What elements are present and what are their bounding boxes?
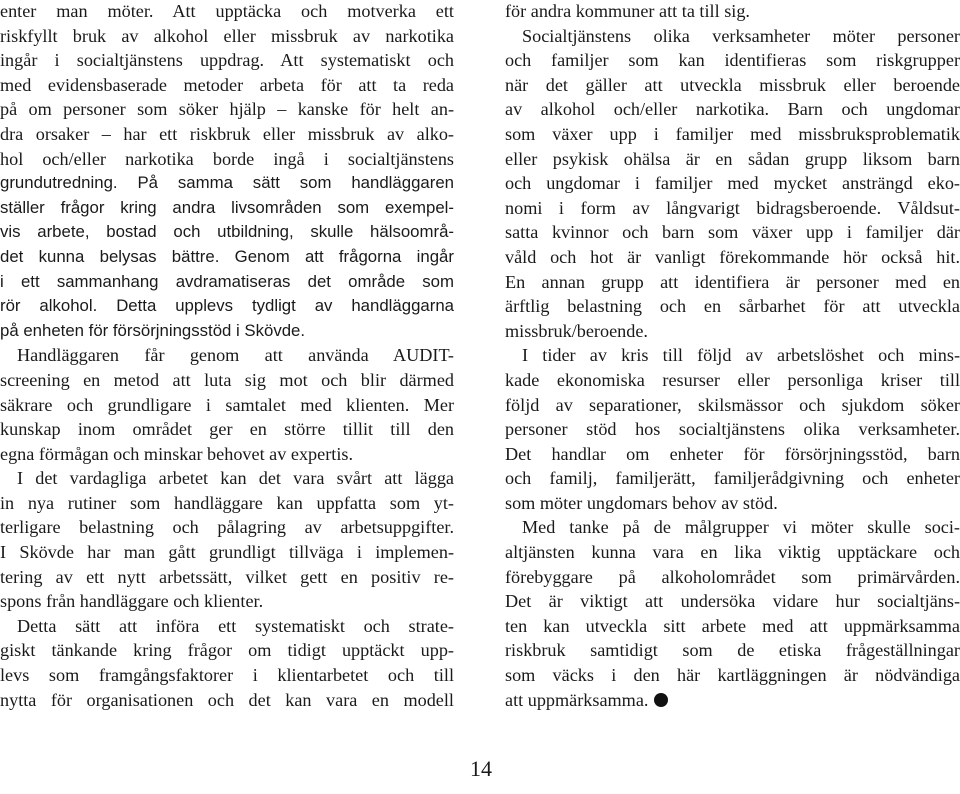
text-line: Detta sätt att införa ett systematiskt och strate- <box>17 615 454 636</box>
text-line: riskfyllt bruk av alkohol eller missbruk av narkotika <box>0 25 454 46</box>
text-segment: att uppmärksamma. <box>505 689 649 710</box>
text-line: levs som framgångsfaktorer i klientarbetet och till <box>0 665 454 686</box>
text-line: förebyggare på alkoholområdet som primärvården. <box>505 566 960 587</box>
text-line <box>0 245 454 270</box>
text-line: missbruk/beroende. <box>505 320 648 341</box>
text-line: och familjer som kan identifieras som riskgrupper <box>505 50 960 71</box>
text-line: screening en metod att luta sig mot och blir därmed <box>0 369 454 390</box>
text-line: satta kvinnor och barn som växer upp i familjer där <box>505 222 960 243</box>
text-line: säkrare och grundligare i samtalet med klienten. Mer <box>0 394 454 415</box>
left-column <box>0 0 454 712</box>
text-line: när det gäller att utveckla missbruk eller beroende <box>505 74 960 95</box>
text-line: Det är viktigt att undersöka vidare hur socialtjäns- <box>505 591 960 612</box>
text-line: hol och/eller narkotika borde ingå i socialtjänstens <box>0 148 454 169</box>
text-segment: grundutredning. <box>0 173 118 193</box>
text-line: Med tanke på de målgrupper vi möter skulle soci- <box>522 517 960 538</box>
text-line: på enheten för försörjningsstöd i Skövde. <box>0 320 306 340</box>
text-line: dra orsaker – har ett riskbruk eller missbruk av alko- <box>0 123 454 144</box>
text-line: följd av separationer, skilsmässor och sjukdom söker <box>505 394 960 415</box>
text-line: ten kan utveckla sitt arbete med att uppmärksamma <box>505 615 960 636</box>
text-line: kunskap inom området ger en större tillit till den <box>0 419 454 440</box>
text-line: egna förmågan och minskar behovet av expertis. <box>0 443 354 464</box>
text-line: i ett sammanhang avdramatiseras det område som <box>0 271 454 291</box>
text-line: altjänsten kunna vara en lika viktig upptäckare och <box>505 542 960 563</box>
text-line: som växer upp i familjer med missbruksproblematik <box>505 123 960 144</box>
text-line <box>0 294 454 319</box>
text-line: giskt tänkande kring frågor om tidigt upptäckt upp- <box>0 640 454 661</box>
text-line: kade ekonomiska resurser eller personliga kriser till <box>505 369 960 390</box>
text-segment: det kunna belysas bättre. <box>0 246 220 266</box>
text-line: nomi i form av långvarigt bidragsberoende. Våldsut- <box>505 197 960 218</box>
text-segment: rör alkohol. <box>0 296 98 316</box>
text-line: för andra kommuner att ta till sig. <box>505 1 750 21</box>
text-line: personer stöd hos socialtjänstens olika verksamheter. <box>505 419 960 440</box>
text-line: Det handlar om enheter för försörjningsstöd, barn <box>505 443 960 464</box>
text-line: Socialtjänstens olika verksamheter möter personer <box>522 25 960 46</box>
text-line: med evidensbaserade metoder arbeta för att ta reda <box>0 74 454 95</box>
text-line: Handläggaren får genom att använda AUDIT- <box>17 345 454 366</box>
text-line: och ungdomar i familjer med mycket ansträngd eko- <box>505 173 960 194</box>
text-line <box>505 688 960 713</box>
text-line: nytta för organisationen och det kan vara en modell <box>0 689 454 710</box>
text-line: våld och hot är vanligt förekommande hör också hit. <box>505 246 960 267</box>
text-line <box>0 171 454 196</box>
text-line: I tider av kris till följd av arbetslöshet och mins- <box>522 345 960 366</box>
text-line: spons från handläggare och klienter. <box>0 591 264 612</box>
text-line: in nya rutiner som handläggare kan uppfatta som yt- <box>0 492 454 513</box>
text-line: I det vardagliga arbetet kan det vara svårt att lägga <box>17 468 454 489</box>
text-line: enter man möter. Att upptäcka och motverka ett <box>0 1 454 21</box>
text-line: terligare belastning och pålagring av arbetsuppgifter. <box>0 517 454 538</box>
text-line: riskbruk samtidigt som de etiska frågeställningar <box>505 640 960 661</box>
text-line: eller psykisk ohälsa är en sådan grupp liksom barn <box>505 148 960 169</box>
text-line: på om personer som söker hjälp – kanske för helt an- <box>0 99 454 120</box>
page-number: 14 <box>470 756 492 781</box>
text-segment: På samma sätt som handläggaren <box>137 173 454 193</box>
text-line: vis arbete, bostad och utbildning, skulle hälsoområ- <box>0 222 454 242</box>
text-line: ingår i socialtjänstens uppdrag. Att systematiskt och <box>0 50 454 71</box>
text-segment: Genom att frågorna ingår <box>234 246 454 266</box>
text-line: ställer frågor kring andra livsområden som exempel- <box>0 197 454 217</box>
text-line: som möter ungdomars behov av stöd. <box>505 492 778 513</box>
text-line: I Skövde har man gått grundligt tillväga i implemen- <box>0 542 454 563</box>
text-line: En annan grupp att identifiera är personer med en <box>505 271 960 292</box>
text-line: av alkohol och/eller narkotika. Barn och ungdomar <box>505 99 960 120</box>
text-line: ärftlig belastning och en sårbarhet för att utveckla <box>505 296 960 317</box>
end-mark-icon <box>654 693 668 707</box>
right-column <box>505 0 960 712</box>
text-line: som väcks i den här kartläggningen är nödvändiga <box>505 665 960 686</box>
text-line: tering av ett nytt arbetssätt, vilket gett en positiv re- <box>0 566 454 587</box>
text-line: och familj, familjerätt, familjerådgivning och enheter <box>505 468 960 489</box>
text-segment: Detta upplevs tydligt av handläggarna <box>116 296 454 316</box>
